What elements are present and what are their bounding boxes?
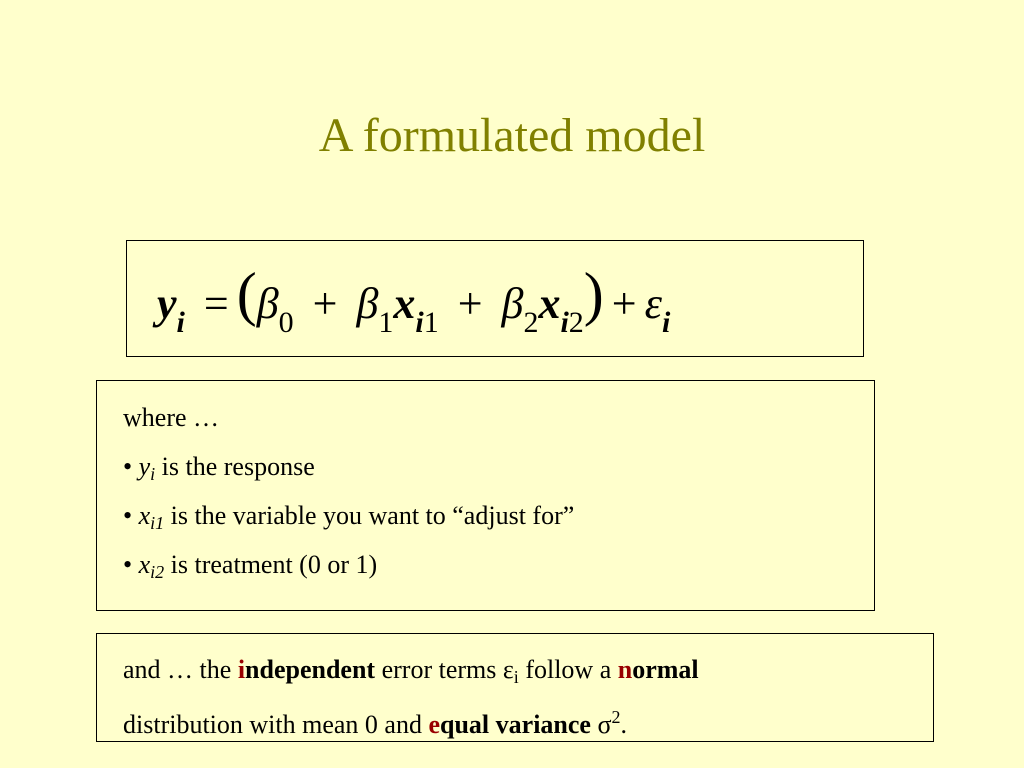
formula-beta1-sub: 1 xyxy=(378,306,394,339)
bullet: • xyxy=(123,501,133,530)
text-fragment: error terms xyxy=(375,655,503,684)
keyword-independent: ndependent xyxy=(245,655,376,684)
text-fragment: . xyxy=(620,710,627,739)
formula-x2: x xyxy=(538,279,561,328)
variable-definitions-box xyxy=(96,380,875,611)
definition-var: y xyxy=(138,452,151,481)
formula-beta1: β xyxy=(356,279,379,328)
formula-x1-sub-i: i xyxy=(415,306,424,339)
highlight-letter: n xyxy=(617,655,633,684)
formula-y: y xyxy=(157,279,177,328)
definition-response xyxy=(123,452,315,489)
sigma-symbol: σ xyxy=(590,710,612,739)
formula-x2-sub-i: i xyxy=(560,306,569,339)
text-fragment: distribution with mean 0 and xyxy=(123,710,429,739)
definition-var: x xyxy=(138,550,151,579)
formula-beta0: β xyxy=(256,279,279,328)
assumptions-text xyxy=(123,650,923,745)
epsilon-symbol: ε xyxy=(502,655,514,684)
formula-y-sub: i xyxy=(176,306,185,339)
formula-x1: x xyxy=(393,279,416,328)
formula-epsilon: ε xyxy=(644,279,662,328)
formula-lparen: ( xyxy=(236,261,257,327)
keyword-equal-variance: qual variance xyxy=(440,710,591,739)
formula-beta0-sub: 0 xyxy=(278,306,294,339)
formula-beta2-sub: 2 xyxy=(523,306,539,339)
keyword-normal: ormal xyxy=(632,655,699,684)
formula-equals: = xyxy=(203,279,229,328)
text-fragment: follow a xyxy=(518,655,618,684)
definition-treatment xyxy=(123,550,377,587)
formula-rparen: ) xyxy=(583,261,604,327)
formula-plus-1: + xyxy=(312,279,338,328)
definition-text: is the variable you want to “adjust for” xyxy=(164,501,575,530)
formula-box xyxy=(126,240,864,357)
formula-plus-2: + xyxy=(457,279,483,328)
definition-adjust-variable xyxy=(123,501,574,538)
bullet: • xyxy=(123,452,133,481)
text-fragment: and … the xyxy=(123,655,238,684)
definition-var: x xyxy=(138,501,151,530)
assumptions-box xyxy=(96,633,934,742)
definition-var-sub: i2 xyxy=(150,562,165,582)
definition-text: is treatment (0 or 1) xyxy=(164,550,378,579)
definition-var-sub: i1 xyxy=(150,513,165,533)
formula-epsilon-sub: i xyxy=(661,306,671,339)
highlight-letter: i xyxy=(237,655,246,684)
slide-title: A formulated model xyxy=(318,109,706,162)
regression-formula xyxy=(157,251,670,356)
sigma-superscript: 2 xyxy=(611,707,621,727)
definition-text: is the response xyxy=(155,452,315,481)
where-intro: where … xyxy=(123,403,220,432)
formula-beta2: β xyxy=(501,279,524,328)
epsilon-sub: i xyxy=(513,667,519,687)
bullet: • xyxy=(123,550,133,579)
formula-x1-sub-1: 1 xyxy=(423,306,439,339)
formula-x2-sub-2: 2 xyxy=(568,306,584,339)
definition-var-sub: i xyxy=(150,464,156,484)
highlight-letter: e xyxy=(428,710,441,739)
formula-plus-3: + xyxy=(611,279,637,328)
